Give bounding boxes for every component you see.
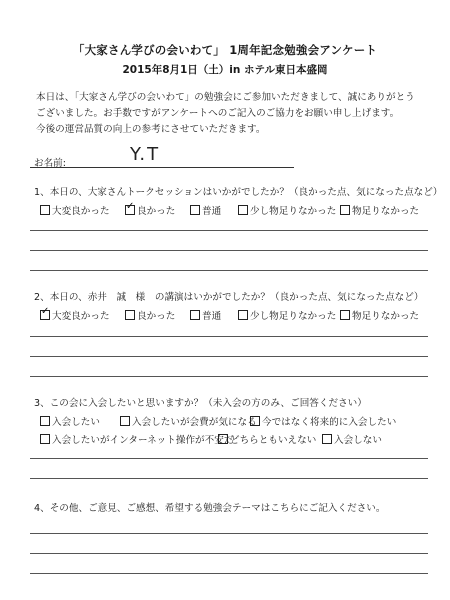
answer-line[interactable]	[30, 230, 428, 231]
check-mark-icon: ✓	[126, 201, 135, 212]
q2-option-very-good[interactable]	[40, 308, 110, 322]
intro-line-1: 本日は、「大家さん学びの会いわて」の勉強会にご参加いただきまして、誠にありがとう	[36, 92, 415, 103]
q2-option-slightly-lacking[interactable]	[238, 308, 336, 322]
q1-option-label: 普通	[202, 206, 222, 217]
q2-option-label: 良かった	[137, 311, 176, 322]
answer-line[interactable]	[30, 376, 428, 377]
q3-option-join[interactable]	[40, 414, 100, 428]
question-2: 2、本日の、赤井 誠 様 の講演はいかがでしたか？（良かった点、気になった点など）	[34, 292, 424, 303]
q2-option-label: 普通	[202, 311, 222, 322]
q2-option-label: 物足りなかった	[352, 311, 420, 322]
answer-line[interactable]	[30, 478, 428, 479]
intro-line-2: ございました。お手数ですがアンケートへのご記入のご協力をお願い申し上げます。	[36, 108, 400, 119]
question-1: 1、本日の、大家さんトークセッションはいかがでしたか？（良かった点、気になった点など）	[34, 187, 443, 198]
intro-line-3: 今後の運営品質の向上の参考にさせていただきます。	[36, 124, 266, 135]
q2-option-label: 大変良かった	[52, 311, 110, 322]
q3-option-label: 入会したいがインターネット操作が不安だ	[52, 435, 234, 446]
q3-option-label: 入会したいが会費が気になる	[132, 417, 257, 428]
q3-option-join-later[interactable]	[250, 414, 396, 428]
q1-option-label: 少し物足りなかった	[250, 206, 337, 217]
q2-option-lacking[interactable]	[340, 308, 419, 322]
q2-option-average[interactable]	[190, 308, 221, 322]
check-mark-icon: ✓	[41, 306, 50, 317]
question-4: 4、その他、ご意見、ご感想、希望する勉強会テーマはこちらにご記入ください。	[34, 503, 386, 514]
q2-checkbox-2[interactable]	[190, 310, 200, 320]
name-underline	[30, 167, 294, 168]
answer-line[interactable]	[30, 250, 428, 251]
q1-option-average[interactable]	[190, 203, 221, 217]
q3-option-not-join[interactable]	[322, 432, 382, 446]
answer-line[interactable]	[30, 270, 428, 271]
q3-option-label: どちらともいえない	[230, 435, 317, 446]
q3-checkbox-2[interactable]	[250, 416, 260, 426]
q1-option-very-good[interactable]	[40, 203, 110, 217]
q1-checkbox-4[interactable]	[340, 205, 350, 215]
answer-line[interactable]	[30, 553, 428, 554]
q1-option-label: 大変良かった	[52, 206, 110, 217]
q1-checkbox-2[interactable]	[190, 205, 200, 215]
answer-line[interactable]	[30, 336, 428, 337]
survey-date-venue: 2015年8月1日（土）in ホテル東日本盛岡	[122, 64, 328, 76]
q3-option-join-fee-concern[interactable]	[120, 414, 257, 428]
answer-line[interactable]	[30, 533, 428, 534]
q1-option-lacking[interactable]	[340, 203, 419, 217]
q3-option-undecided[interactable]	[218, 432, 316, 446]
q3-checkbox-4[interactable]	[218, 434, 228, 444]
q3-option-label: 今ではなく将来的に入会したい	[262, 417, 397, 428]
q3-option-internet-concern[interactable]	[40, 432, 233, 446]
q3-checkbox-3[interactable]	[40, 434, 50, 444]
q1-checkbox-0[interactable]	[40, 205, 50, 215]
answer-line[interactable]	[30, 458, 428, 459]
question-3: 3、この会に入会したいと思いますか？（未入会の方のみ、ご回答ください）	[34, 398, 367, 409]
answer-line[interactable]	[30, 356, 428, 357]
q3-option-label: 入会したい	[52, 417, 100, 428]
q3-checkbox-1[interactable]	[120, 416, 130, 426]
q1-option-label: 良かった	[137, 206, 176, 217]
name-label: お名前:	[34, 158, 67, 169]
survey-title: 「大家さん学びの会いわて」 1周年記念勉強会アンケート	[72, 43, 378, 57]
q2-checkbox-1[interactable]	[125, 310, 135, 320]
q2-checkbox-3[interactable]	[238, 310, 248, 320]
q1-option-good[interactable]	[125, 203, 175, 217]
q3-checkbox-5[interactable]	[322, 434, 332, 444]
q2-checkbox-0[interactable]	[40, 306, 50, 320]
q3-checkbox-0[interactable]	[40, 416, 50, 426]
q3-option-label: 入会しない	[334, 435, 382, 446]
q1-option-slightly-lacking[interactable]	[238, 203, 336, 217]
q1-option-label: 物足りなかった	[352, 206, 420, 217]
q1-checkbox-3[interactable]	[238, 205, 248, 215]
q2-option-label: 少し物足りなかった	[250, 311, 337, 322]
q2-option-good[interactable]	[125, 308, 175, 322]
q2-checkbox-4[interactable]	[340, 310, 350, 320]
answer-line[interactable]	[30, 573, 428, 574]
name-field-value[interactable]: Y.T	[130, 144, 161, 165]
q1-checkbox-1[interactable]	[125, 201, 135, 215]
